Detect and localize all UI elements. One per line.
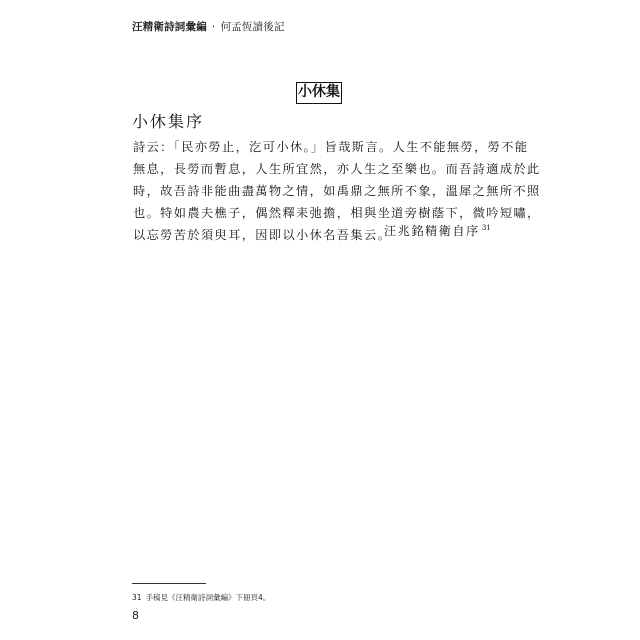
- footnote-divider: [132, 583, 206, 584]
- signature-text: 汪兆銘精衛自序: [384, 224, 480, 238]
- preface-title: 小休集序: [132, 112, 205, 131]
- preface-line: 時，故吾詩非能曲盡萬物之情，如禹鼎之無所不象，溫犀之無所不照: [133, 184, 541, 198]
- header-book-title: 汪精衛詩詞彙編: [132, 21, 207, 33]
- preface-line: 詩云：「民亦勞止，汔可小休。」旨哉斯言。人生不能無勞，勞不能: [133, 140, 529, 154]
- section-title-box: [296, 82, 342, 104]
- footnote: [132, 592, 270, 603]
- preface-signature: [384, 222, 491, 239]
- preface-line: 也。特如農夫樵子，偶然釋耒弛擔，相與坐道旁樹蔭下，微吟短嘯，: [133, 206, 541, 220]
- preface-line: 以忘勞苦於須臾耳，因即以小休名吾集云。: [133, 228, 392, 242]
- footnote-text: 手稿見《汪精衛詩詞彙編》下冊頁4。: [145, 593, 271, 602]
- header-subtitle: 何孟恆讀後記: [220, 21, 285, 33]
- preface-line: 無息，長勞而暫息，人生所宜然，亦人生之至樂也。而吾詩適成於此: [133, 162, 541, 176]
- footnote-reference[interactable]: 31: [481, 223, 491, 232]
- page-number: 8: [132, 609, 139, 622]
- running-header: [132, 19, 285, 34]
- section-title: 小休集: [298, 84, 340, 100]
- header-separator: ·: [211, 21, 216, 33]
- footnote-number: 31: [132, 593, 142, 602]
